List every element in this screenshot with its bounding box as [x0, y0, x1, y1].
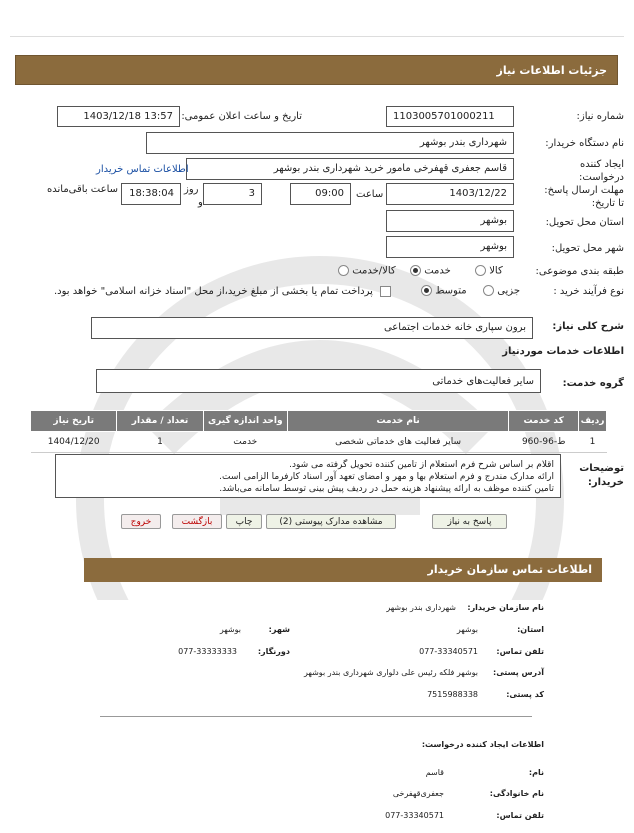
- description-line: اقلام بر اساس شرح فرم استعلام از تامین کننده تحویل گرفته می شود.: [289, 460, 554, 470]
- contact-address-label: آدرس پستی:: [493, 668, 544, 677]
- print-button[interactable]: چاپ: [226, 514, 262, 529]
- creator-family-label: نام خانوادگی:: [489, 789, 544, 798]
- deadline-time-field[interactable]: 09:00: [290, 183, 351, 205]
- buyer-org-field[interactable]: شهرداری بندر بوشهر: [146, 132, 514, 154]
- col-name-header: نام خدمت: [287, 411, 508, 432]
- radio-medium-icon[interactable]: [421, 285, 432, 296]
- contact-org-label: نام سازمان خریدار:: [467, 603, 544, 612]
- contact-phone-label: تلفن تماس:: [496, 647, 544, 656]
- service-group-field[interactable]: سایر فعالیت‌های خدماتی: [96, 369, 541, 393]
- province-field[interactable]: بوشهر: [386, 210, 514, 232]
- category-label: طبقه بندی موضوعی:: [535, 266, 624, 277]
- cell-date: 1404/12/20: [31, 432, 117, 453]
- creator-name-label: نام:: [528, 768, 544, 777]
- contact-fax: 077-33333333: [178, 647, 237, 656]
- col-unit-header: واحد اندازه گیری: [203, 411, 287, 432]
- cell-row: 1: [579, 432, 607, 453]
- contact-province-label: استان:: [517, 625, 544, 634]
- creator-phone: 077-33340571: [385, 811, 444, 820]
- cell-unit: خدمت: [203, 432, 287, 453]
- col-code-header: کد خدمت: [509, 411, 579, 432]
- contact-postal: 7515988338: [427, 690, 478, 699]
- remaining-label: ساعت باقی‌مانده: [47, 184, 119, 195]
- radio-goods-icon[interactable]: [475, 265, 486, 276]
- description-line: تامین کننده موظف به ارائه پیشنهاد هزینه حمل در ردیف پیش بینی توسط سامانه می‌باشد.: [219, 484, 554, 494]
- reply-button[interactable]: پاسخ به نیاز: [432, 514, 507, 529]
- exit-button[interactable]: خروج: [121, 514, 161, 529]
- need-number-field[interactable]: 1103005701000211: [386, 106, 514, 127]
- radio-both-icon[interactable]: [338, 265, 349, 276]
- category-option-service[interactable]: [410, 265, 451, 277]
- process-minor-label: جزیی: [497, 285, 521, 297]
- process-option-medium[interactable]: [421, 285, 467, 297]
- contact-fax-label: دورنگار:: [257, 647, 290, 656]
- buyer-contact-link[interactable]: اطلاعات تماس خریدار: [96, 164, 189, 175]
- col-qty-header: تعداد / مقدار: [117, 411, 203, 432]
- payment-note: پرداخت تمام یا بخشی از مبلغ خرید،از محل "اسناد خزانه اسلامی" خواهد بود.: [54, 286, 373, 297]
- contact-divider: [100, 716, 532, 717]
- cell-name: سایر فعالیت های خدماتی شخصی: [287, 432, 508, 453]
- buyer-org-label: نام دستگاه خریدار:: [545, 138, 624, 149]
- process-option-minor[interactable]: [483, 285, 520, 297]
- radio-minor-icon[interactable]: [483, 285, 494, 296]
- contact-city: بوشهر: [219, 625, 241, 634]
- cell-code: ط-96-960: [509, 432, 579, 453]
- description-line: ارائه مدارک مندرج و فرم استعلام بها و مهر و امضای تعهد آور اسناد کارفرما الزامی است.: [219, 472, 554, 482]
- description-label: توضیحات خریدار:: [579, 463, 624, 488]
- payment-checkbox[interactable]: [380, 286, 391, 297]
- creator-info-title: اطلاعات ایجاد کننده درخواست:: [421, 740, 544, 749]
- category-option-both[interactable]: [338, 265, 396, 277]
- province-label: استان محل تحویل:: [545, 217, 624, 228]
- attachments-button[interactable]: مشاهده مدارک پیوستی (2): [266, 514, 396, 529]
- city-label: شهر محل تحویل:: [551, 243, 624, 254]
- services-table: [30, 410, 607, 453]
- process-medium-label: متوسط: [435, 285, 467, 297]
- description-box: [55, 454, 561, 498]
- services-heading: اطلاعات خدمات موردنیاز: [502, 346, 624, 357]
- contact-section-title: اطلاعات تماس سازمان خریدار: [84, 558, 602, 582]
- page-title: جزئیات اطلاعات نیاز: [15, 55, 618, 85]
- city-field[interactable]: بوشهر: [386, 236, 514, 258]
- day-label: روز: [184, 184, 199, 195]
- table-row[interactable]: [31, 432, 607, 453]
- table-header-row: [31, 411, 607, 432]
- contact-address: بوشهر فلکه رئیس علی دلواری شهرداری بندر بوشهر: [304, 668, 478, 677]
- radio-service-icon[interactable]: [410, 265, 421, 276]
- creator-name: قاسم: [425, 768, 444, 777]
- category-option-goods[interactable]: [475, 265, 503, 277]
- creator-family: جعفری‌قهفرخی: [392, 789, 444, 798]
- creator-phone-label: تلفن تماس:: [496, 811, 544, 820]
- deadline-time-label: ساعت: [356, 189, 384, 200]
- contact-phone: 077-33340571: [419, 647, 478, 656]
- category-both-label: کالا/خدمت: [352, 265, 396, 277]
- col-date-header: تاریخ نیاز: [31, 411, 117, 432]
- need-number-label: شماره نیاز:: [576, 111, 624, 122]
- process-label: نوع فرآیند خرید :: [553, 286, 624, 297]
- contact-org: شهرداری بندر بوشهر: [386, 603, 456, 612]
- contact-postal-label: کد پستی:: [506, 690, 544, 699]
- contact-city-label: شهر:: [268, 625, 290, 634]
- top-divider: [10, 36, 624, 37]
- contact-province: بوشهر: [456, 625, 478, 634]
- days-field[interactable]: 3: [203, 183, 262, 205]
- and-label: و: [198, 197, 203, 208]
- col-row-header: ردیف: [579, 411, 607, 432]
- cell-qty: 1: [117, 432, 203, 453]
- back-button[interactable]: بازگشت: [172, 514, 222, 529]
- service-group-label: گروه خدمت:: [562, 378, 624, 389]
- category-service-label: خدمت: [424, 265, 451, 277]
- creator-label: ایجاد کننده درخواست:: [579, 159, 624, 183]
- creator-field[interactable]: قاسم جعفری قهفرخی مامور خرید شهرداری بندر بوشهر: [186, 158, 514, 180]
- summary-label: شرح کلی نیاز:: [552, 321, 624, 332]
- announce-field[interactable]: 1403/12/18 13:57: [57, 106, 180, 127]
- announce-label: تاریخ و ساعت اعلان عمومی:: [181, 111, 302, 122]
- remaining-time-field[interactable]: 18:38:04: [121, 183, 181, 205]
- summary-field[interactable]: برون سپاری خانه خدمات اجتماعی: [91, 317, 533, 339]
- category-goods-label: کالا: [489, 265, 503, 277]
- deadline-date-field[interactable]: 1403/12/22: [386, 183, 514, 205]
- deadline-label: مهلت ارسال پاسخ: تا تاریخ:: [544, 185, 624, 209]
